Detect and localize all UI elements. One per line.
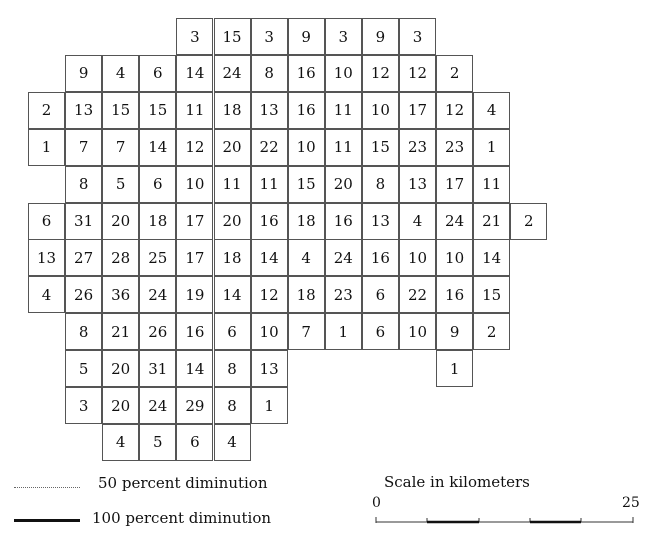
grid-cell: 12 bbox=[436, 92, 473, 129]
grid-cell: 14 bbox=[139, 129, 176, 166]
grid-cell: 4 bbox=[288, 239, 325, 276]
grid-cell: 16 bbox=[288, 92, 325, 129]
grid-cell: 14 bbox=[214, 276, 251, 313]
grid-cell: 27 bbox=[65, 239, 102, 276]
grid-cell: 29 bbox=[176, 387, 213, 424]
grid-cell: 20 bbox=[102, 203, 139, 240]
grid-cell: 5 bbox=[139, 424, 176, 461]
grid-cell: 11 bbox=[251, 166, 288, 203]
grid-cell: 10 bbox=[176, 166, 213, 203]
grid-cell: 20 bbox=[102, 350, 139, 387]
grid-cell: 10 bbox=[436, 239, 473, 276]
grid-cell: 10 bbox=[399, 239, 436, 276]
grid-cell: 15 bbox=[214, 18, 251, 55]
grid-cell: 1 bbox=[251, 387, 288, 424]
grid-cell: 8 bbox=[251, 55, 288, 92]
grid-cell: 21 bbox=[473, 203, 510, 240]
grid-cell: 21 bbox=[102, 313, 139, 350]
grid-cell: 5 bbox=[65, 350, 102, 387]
grid-cell: 20 bbox=[102, 387, 139, 424]
grid-cell: 16 bbox=[436, 276, 473, 313]
grid-cell: 18 bbox=[214, 239, 251, 276]
grid-cell: 10 bbox=[251, 313, 288, 350]
grid-cell: 6 bbox=[28, 203, 65, 240]
grid-cell: 3 bbox=[399, 18, 436, 55]
grid-cell: 24 bbox=[436, 203, 473, 240]
grid-cell: 13 bbox=[251, 350, 288, 387]
grid-cell: 9 bbox=[288, 18, 325, 55]
grid-cell: 18 bbox=[214, 92, 251, 129]
grid-cell: 22 bbox=[399, 276, 436, 313]
grid-cell: 9 bbox=[436, 313, 473, 350]
scale-min-label: 0 bbox=[372, 495, 381, 511]
grid-cell: 24 bbox=[139, 387, 176, 424]
grid-cell: 4 bbox=[28, 276, 65, 313]
grid-cell: 14 bbox=[473, 239, 510, 276]
grid-cell: 2 bbox=[436, 55, 473, 92]
grid-cell: 24 bbox=[325, 239, 362, 276]
grid-cell: 7 bbox=[65, 129, 102, 166]
grid-cell: 4 bbox=[214, 424, 251, 461]
grid-cell: 12 bbox=[399, 55, 436, 92]
grid-cell: 20 bbox=[325, 166, 362, 203]
grid-cell: 11 bbox=[214, 166, 251, 203]
grid-cell: 16 bbox=[325, 203, 362, 240]
grid-cell: 17 bbox=[436, 166, 473, 203]
grid-cell: 3 bbox=[176, 18, 213, 55]
grid-cell: 9 bbox=[362, 18, 399, 55]
legend-dotted-line bbox=[14, 487, 80, 488]
grid-cell: 31 bbox=[139, 350, 176, 387]
grid-cell: 23 bbox=[399, 129, 436, 166]
grid-cell: 1 bbox=[473, 129, 510, 166]
grid-cell: 15 bbox=[473, 276, 510, 313]
scale-bar bbox=[370, 470, 650, 534]
grid-cell: 10 bbox=[362, 92, 399, 129]
grid-cell: 6 bbox=[139, 55, 176, 92]
grid-cell: 14 bbox=[176, 55, 213, 92]
grid-cell: 16 bbox=[251, 203, 288, 240]
grid-cell: 16 bbox=[362, 239, 399, 276]
scale-title: Scale in kilometers bbox=[384, 473, 530, 491]
grid-cell: 6 bbox=[139, 166, 176, 203]
grid-cell: 8 bbox=[65, 313, 102, 350]
grid-cell: 11 bbox=[325, 92, 362, 129]
scale-ruler bbox=[370, 470, 650, 534]
grid-cell: 9 bbox=[65, 55, 102, 92]
grid-cell: 26 bbox=[139, 313, 176, 350]
grid-cell: 16 bbox=[288, 55, 325, 92]
grid-cell: 10 bbox=[325, 55, 362, 92]
grid-cell: 12 bbox=[176, 129, 213, 166]
legend-solid-line bbox=[14, 519, 80, 522]
grid-cell: 28 bbox=[102, 239, 139, 276]
grid-cell: 5 bbox=[102, 166, 139, 203]
grid-cell: 20 bbox=[214, 203, 251, 240]
grid-cell: 4 bbox=[102, 55, 139, 92]
grid-cell: 4 bbox=[473, 92, 510, 129]
grid-cell: 14 bbox=[251, 239, 288, 276]
grid-cell: 17 bbox=[399, 92, 436, 129]
grid-cell: 12 bbox=[362, 55, 399, 92]
grid-cell: 26 bbox=[65, 276, 102, 313]
grid-cell: 3 bbox=[65, 387, 102, 424]
grid-cell: 7 bbox=[102, 129, 139, 166]
grid-cell: 20 bbox=[214, 129, 251, 166]
grid-cell: 1 bbox=[28, 129, 65, 166]
grid-cell: 10 bbox=[399, 313, 436, 350]
grid-cell: 13 bbox=[28, 239, 65, 276]
grid-cell: 2 bbox=[473, 313, 510, 350]
grid-cell: 1 bbox=[436, 350, 473, 387]
grid-cell: 25 bbox=[139, 239, 176, 276]
legend-solid-label: 100 percent diminution bbox=[92, 509, 272, 527]
grid-cell: 17 bbox=[176, 203, 213, 240]
grid-cell: 8 bbox=[214, 350, 251, 387]
grid-cell: 8 bbox=[65, 166, 102, 203]
grid-cell: 3 bbox=[251, 18, 288, 55]
grid-cell: 2 bbox=[28, 92, 65, 129]
grid-cell: 12 bbox=[251, 276, 288, 313]
grid-cell: 31 bbox=[65, 203, 102, 240]
grid-cell: 13 bbox=[251, 92, 288, 129]
grid-cell: 6 bbox=[214, 313, 251, 350]
grid-cell: 16 bbox=[176, 313, 213, 350]
grid-cell: 17 bbox=[176, 239, 213, 276]
grid-cell: 4 bbox=[399, 203, 436, 240]
grid-cell: 2 bbox=[510, 203, 547, 240]
scale-max-label: 25 bbox=[622, 495, 640, 511]
grid-cell: 24 bbox=[139, 276, 176, 313]
grid-cell: 36 bbox=[102, 276, 139, 313]
grid-cell: 23 bbox=[325, 276, 362, 313]
grid-cell: 13 bbox=[399, 166, 436, 203]
grid-cell: 11 bbox=[473, 166, 510, 203]
grid-cell: 8 bbox=[214, 387, 251, 424]
grid-cell: 14 bbox=[176, 350, 213, 387]
grid-cell: 18 bbox=[288, 276, 325, 313]
grid-cell: 8 bbox=[362, 166, 399, 203]
grid-cell: 18 bbox=[139, 203, 176, 240]
legend-dotted-label: 50 percent diminution bbox=[98, 474, 268, 492]
grid-cell: 15 bbox=[288, 166, 325, 203]
grid-cell: 19 bbox=[176, 276, 213, 313]
grid-cell: 18 bbox=[288, 203, 325, 240]
grid-cell: 13 bbox=[362, 203, 399, 240]
grid-cell: 10 bbox=[288, 129, 325, 166]
grid-cell: 6 bbox=[176, 424, 213, 461]
grid-cell: 15 bbox=[102, 92, 139, 129]
grid-cell: 1 bbox=[325, 313, 362, 350]
grid-cell: 24 bbox=[214, 55, 251, 92]
grid-cell: 22 bbox=[251, 129, 288, 166]
grid-cell: 23 bbox=[436, 129, 473, 166]
grid-cell: 3 bbox=[325, 18, 362, 55]
grid-cell: 6 bbox=[362, 313, 399, 350]
grid-cell: 7 bbox=[288, 313, 325, 350]
grid-cell: 15 bbox=[139, 92, 176, 129]
grid-cell: 4 bbox=[102, 424, 139, 461]
grid-cell: 15 bbox=[362, 129, 399, 166]
grid-cell: 6 bbox=[362, 276, 399, 313]
grid-cell: 11 bbox=[325, 129, 362, 166]
grid-cell: 13 bbox=[65, 92, 102, 129]
grid-cell: 11 bbox=[176, 92, 213, 129]
